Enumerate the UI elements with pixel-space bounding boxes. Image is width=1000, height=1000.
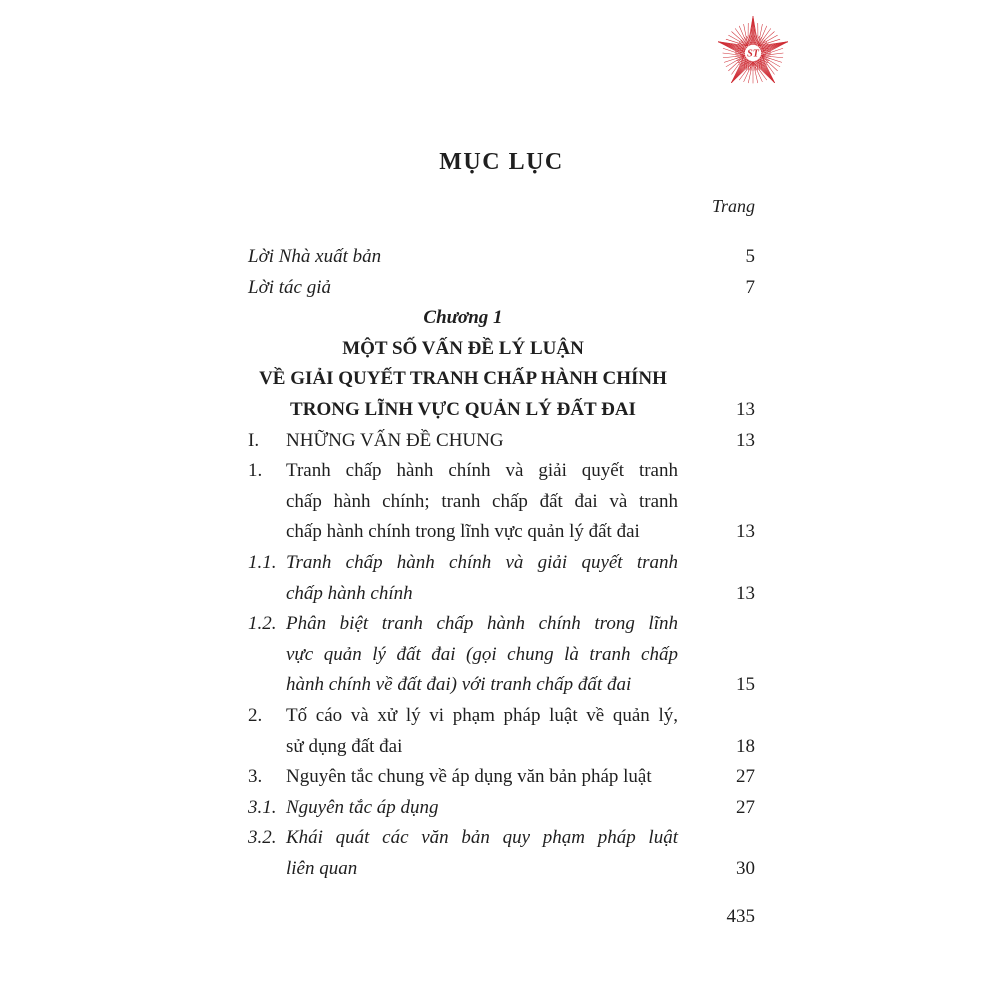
entry-page: 18 [736, 735, 755, 757]
entry-text: Tố cáo và xử lý vi phạm pháp luật về quản lý, [286, 704, 678, 726]
toc-row-front-matter [248, 242, 755, 273]
entry-page: 5 [745, 246, 755, 267]
entry-page: 13 [736, 398, 755, 420]
toc-entry-row [248, 609, 755, 640]
toc-entry-row [248, 732, 755, 763]
chapter-title-row [248, 395, 755, 426]
toc-entry-row [248, 579, 755, 610]
toc-entry-row [248, 670, 755, 701]
entry-text: hành chính về đất đai) với tranh chấp đất đai [286, 674, 632, 696]
entry-text: chấp hành chính [286, 582, 413, 604]
entry-text: liên quan [286, 857, 358, 879]
star-burst-icon [712, 14, 794, 92]
entry-text: sử dụng đất đai [286, 735, 403, 757]
entry-text: Tranh chấp hành chính và giải quyết tranh [286, 551, 678, 573]
entry-page: 27 [736, 796, 755, 818]
entry-text: vực quản lý đất đai (gọi chung là tranh chấp [286, 643, 678, 665]
toc-entry-row [248, 517, 755, 548]
entry-text: Lời tác giả [248, 276, 331, 298]
entry-marker: 3.2. [248, 827, 277, 849]
toc-entry-row [248, 701, 755, 732]
entry-page: 30 [736, 857, 755, 879]
entry-page: 13 [736, 521, 755, 543]
table-of-contents [248, 242, 755, 884]
toc-row-front-matter [248, 273, 755, 304]
entry-page: 13 [736, 582, 755, 604]
entry-page: 27 [736, 766, 755, 788]
entry-text: NHỮNG VẤN ĐỀ CHUNG [286, 429, 504, 451]
chapter-label-row [248, 303, 755, 334]
chapter-title-line: VỀ GIẢI QUYẾT TRANH CHẤP HÀNH CHÍNH [259, 368, 667, 390]
entry-page: 13 [736, 429, 755, 451]
entry-text: Khái quát các văn bản quy phạm pháp luật [286, 827, 678, 849]
folio-page-number: 435 [726, 906, 755, 927]
entry-text: Phân biệt tranh chấp hành chính trong lĩnh [286, 613, 678, 635]
toc-entry-row [248, 426, 755, 457]
toc-entry-row [248, 487, 755, 518]
toc-entry-row [248, 548, 755, 579]
chapter-title-line: MỘT SỐ VẤN ĐỀ LÝ LUẬN [342, 337, 584, 359]
entry-page: 15 [736, 674, 755, 696]
entry-text: Lời Nhà xuất bản [248, 246, 382, 267]
entry-marker: 3.1. [248, 796, 277, 818]
entry-text: chấp hành chính trong lĩnh vực quản lý đất đai [286, 521, 640, 543]
entry-text: chấp hành chính; tranh chấp đất đai và tranh [286, 490, 678, 512]
entry-page: 7 [745, 276, 755, 298]
entry-marker: 1.1. [248, 551, 277, 573]
toc-entry-row [248, 640, 755, 671]
publisher-star-logo [712, 14, 794, 92]
entry-text: Nguyên tắc chung về áp dụng văn bản pháp luật [286, 766, 652, 788]
chapter-title-row [248, 364, 755, 395]
logo-monogram: ST [747, 48, 759, 60]
chapter-title-row [248, 334, 755, 365]
entry-marker: 3. [248, 766, 263, 788]
chapter-label: Chương 1 [423, 307, 503, 329]
page-title: MỤC LỤC [439, 149, 564, 175]
entry-text: Tranh chấp hành chính và giải quyết tranh [286, 460, 678, 482]
toc-entry-row [248, 823, 755, 854]
entry-marker: 1. [248, 460, 263, 482]
toc-entry-row [248, 793, 755, 824]
entry-marker: 2. [248, 704, 263, 726]
entry-marker: 1.2. [248, 613, 277, 635]
toc-entry-row [248, 762, 755, 793]
entry-marker: I. [248, 429, 260, 451]
chapter-title-line: TRONG LĨNH VỰC QUẢN LÝ ĐẤT ĐAI [290, 398, 636, 420]
entry-text: Nguyên tắc áp dụng [286, 796, 439, 818]
page-column-header: Trang [711, 196, 755, 216]
toc-entry-row [248, 854, 755, 885]
toc-entry-row [248, 456, 755, 487]
